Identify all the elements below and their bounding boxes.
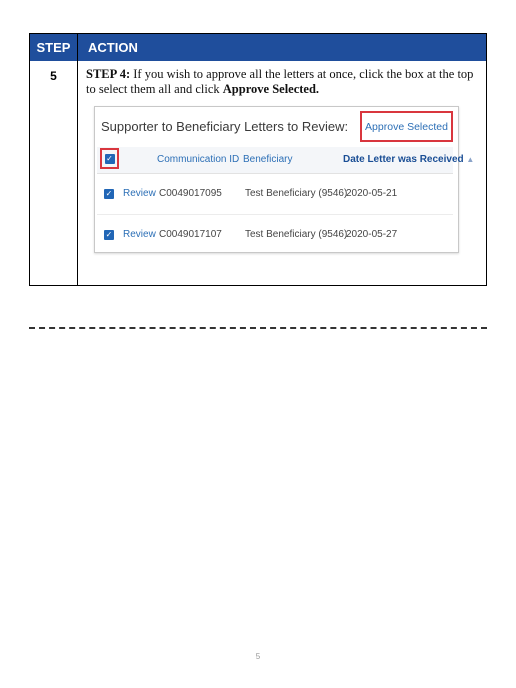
page-number: 5 [255,652,261,661]
beneficiary: Test Beneficiary (9546) [245,229,348,240]
select-all-highlight[interactable] [100,148,119,169]
table-header [30,34,486,61]
table-row [97,174,453,215]
column-date-received-label: Date Letter was Received [343,154,464,165]
select-all-checkbox[interactable]: ✓ [106,153,113,163]
column-communication-id[interactable]: Communication ID [157,154,240,165]
step-number: 5 [30,61,78,285]
date-received: 2020-05-27 [346,229,398,240]
table-row [97,215,453,255]
table-body [30,61,486,285]
step-table [29,33,487,286]
row-checkbox[interactable]: ✓ [105,230,113,239]
row-checkbox[interactable]: ✓ [105,189,113,198]
date-received: 2020-05-21 [346,188,398,199]
dashed-divider [29,327,487,329]
action-cell [78,61,486,285]
review-link[interactable]: Review [123,229,156,240]
instruction-lead: STEP 4: [86,67,131,81]
instruction-text: If you wish to approve all the letters at once, click the box at the top to select them all and click [86,67,474,96]
embedded-screenshot [94,106,475,253]
header-action: ACTION [88,40,138,55]
beneficiary: Test Beneficiary (9546) [245,188,348,199]
review-link[interactable]: Review [123,188,156,199]
column-date-received[interactable] [343,154,474,165]
communication-id: C0049017095 [159,188,222,199]
instruction [86,67,478,97]
instruction-action: Approve Selected. [222,82,320,96]
approve-selected-button[interactable]: Approve Selected [360,111,453,142]
communication-id: C0049017107 [159,229,222,240]
column-beneficiary[interactable]: Beneficiary [243,154,293,165]
sort-asc-icon: ▲ [466,155,475,164]
header-step: STEP [30,34,78,61]
letters-list-title: Supporter to Beneficiary Letters to Review: [101,119,349,134]
list-header-row [97,147,475,174]
